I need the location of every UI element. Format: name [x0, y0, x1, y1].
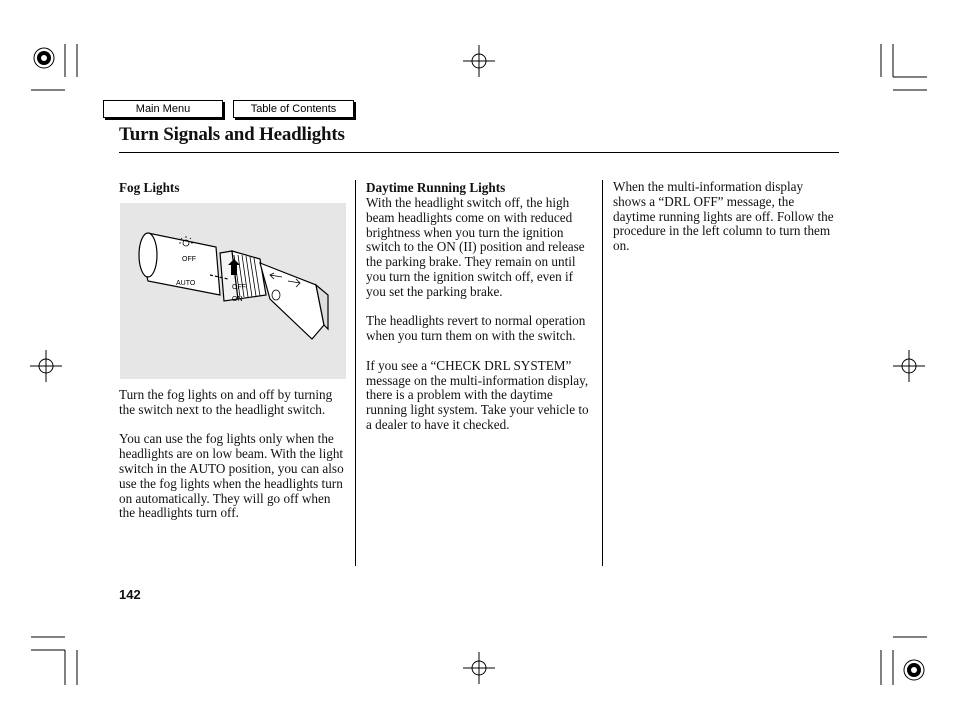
column-3 [613, 180, 837, 254]
figure-label-on-fog: ON [232, 296, 243, 303]
headlight-switch-figure [120, 203, 346, 379]
page-number: 142 [119, 587, 141, 602]
drl-off-paragraph: When the multi-information display shows a “DRL OFF” message, the daytime running lights are off. Follow the procedure in the left column to turn them on. [613, 179, 834, 254]
drl-paragraph-3: If you see a “CHECK DRL SYSTEM” message on the multi-information display, there is a problem with the daytime running light system. Take your vehicle to a dealer to have it checked. [366, 357, 589, 432]
drl-paragraph-2: The headlights revert to normal operation when you turn them on with the switch. [366, 313, 586, 344]
page-title: Turn Signals and Headlights [119, 124, 345, 145]
fog-lights-paragraph-1: Turn the fog lights on and off by turning the switch next to the headlight switch. [119, 387, 333, 417]
column-divider-2 [602, 180, 603, 566]
fog-lights-heading: Fog Lights [119, 180, 180, 195]
figure-label-off: OFF [182, 256, 196, 263]
main-menu-button[interactable]: Main Menu [103, 100, 223, 118]
table-of-contents-button[interactable]: Table of Contents [233, 100, 354, 118]
fog-lights-text [119, 388, 347, 521]
drl-paragraph-1: With the headlight switch off, the high beam headlights come on with reduced brightness when you turn the ignition switch to the ON (II) position and release the parking brake. They remain on until you turn the ignition switch off, even if you set the parking brake. [366, 195, 585, 299]
drl-heading: Daytime Running Lights [366, 180, 506, 195]
fog-lights-paragraph-2: You can use the fog lights only when the headlights are on low beam. With the light switch in the AUTO position, you can also use the fog lights when the headlights turn on automatically. They will go off when the headlights turn off. [119, 431, 344, 521]
column-divider-1 [355, 180, 356, 566]
figure-label-off-fog: OFF [232, 284, 246, 291]
title-divider [119, 152, 839, 153]
column-daytime-running-lights [366, 180, 594, 433]
figure-label-auto: AUTO [176, 280, 196, 287]
column-fog-lights [119, 180, 347, 196]
